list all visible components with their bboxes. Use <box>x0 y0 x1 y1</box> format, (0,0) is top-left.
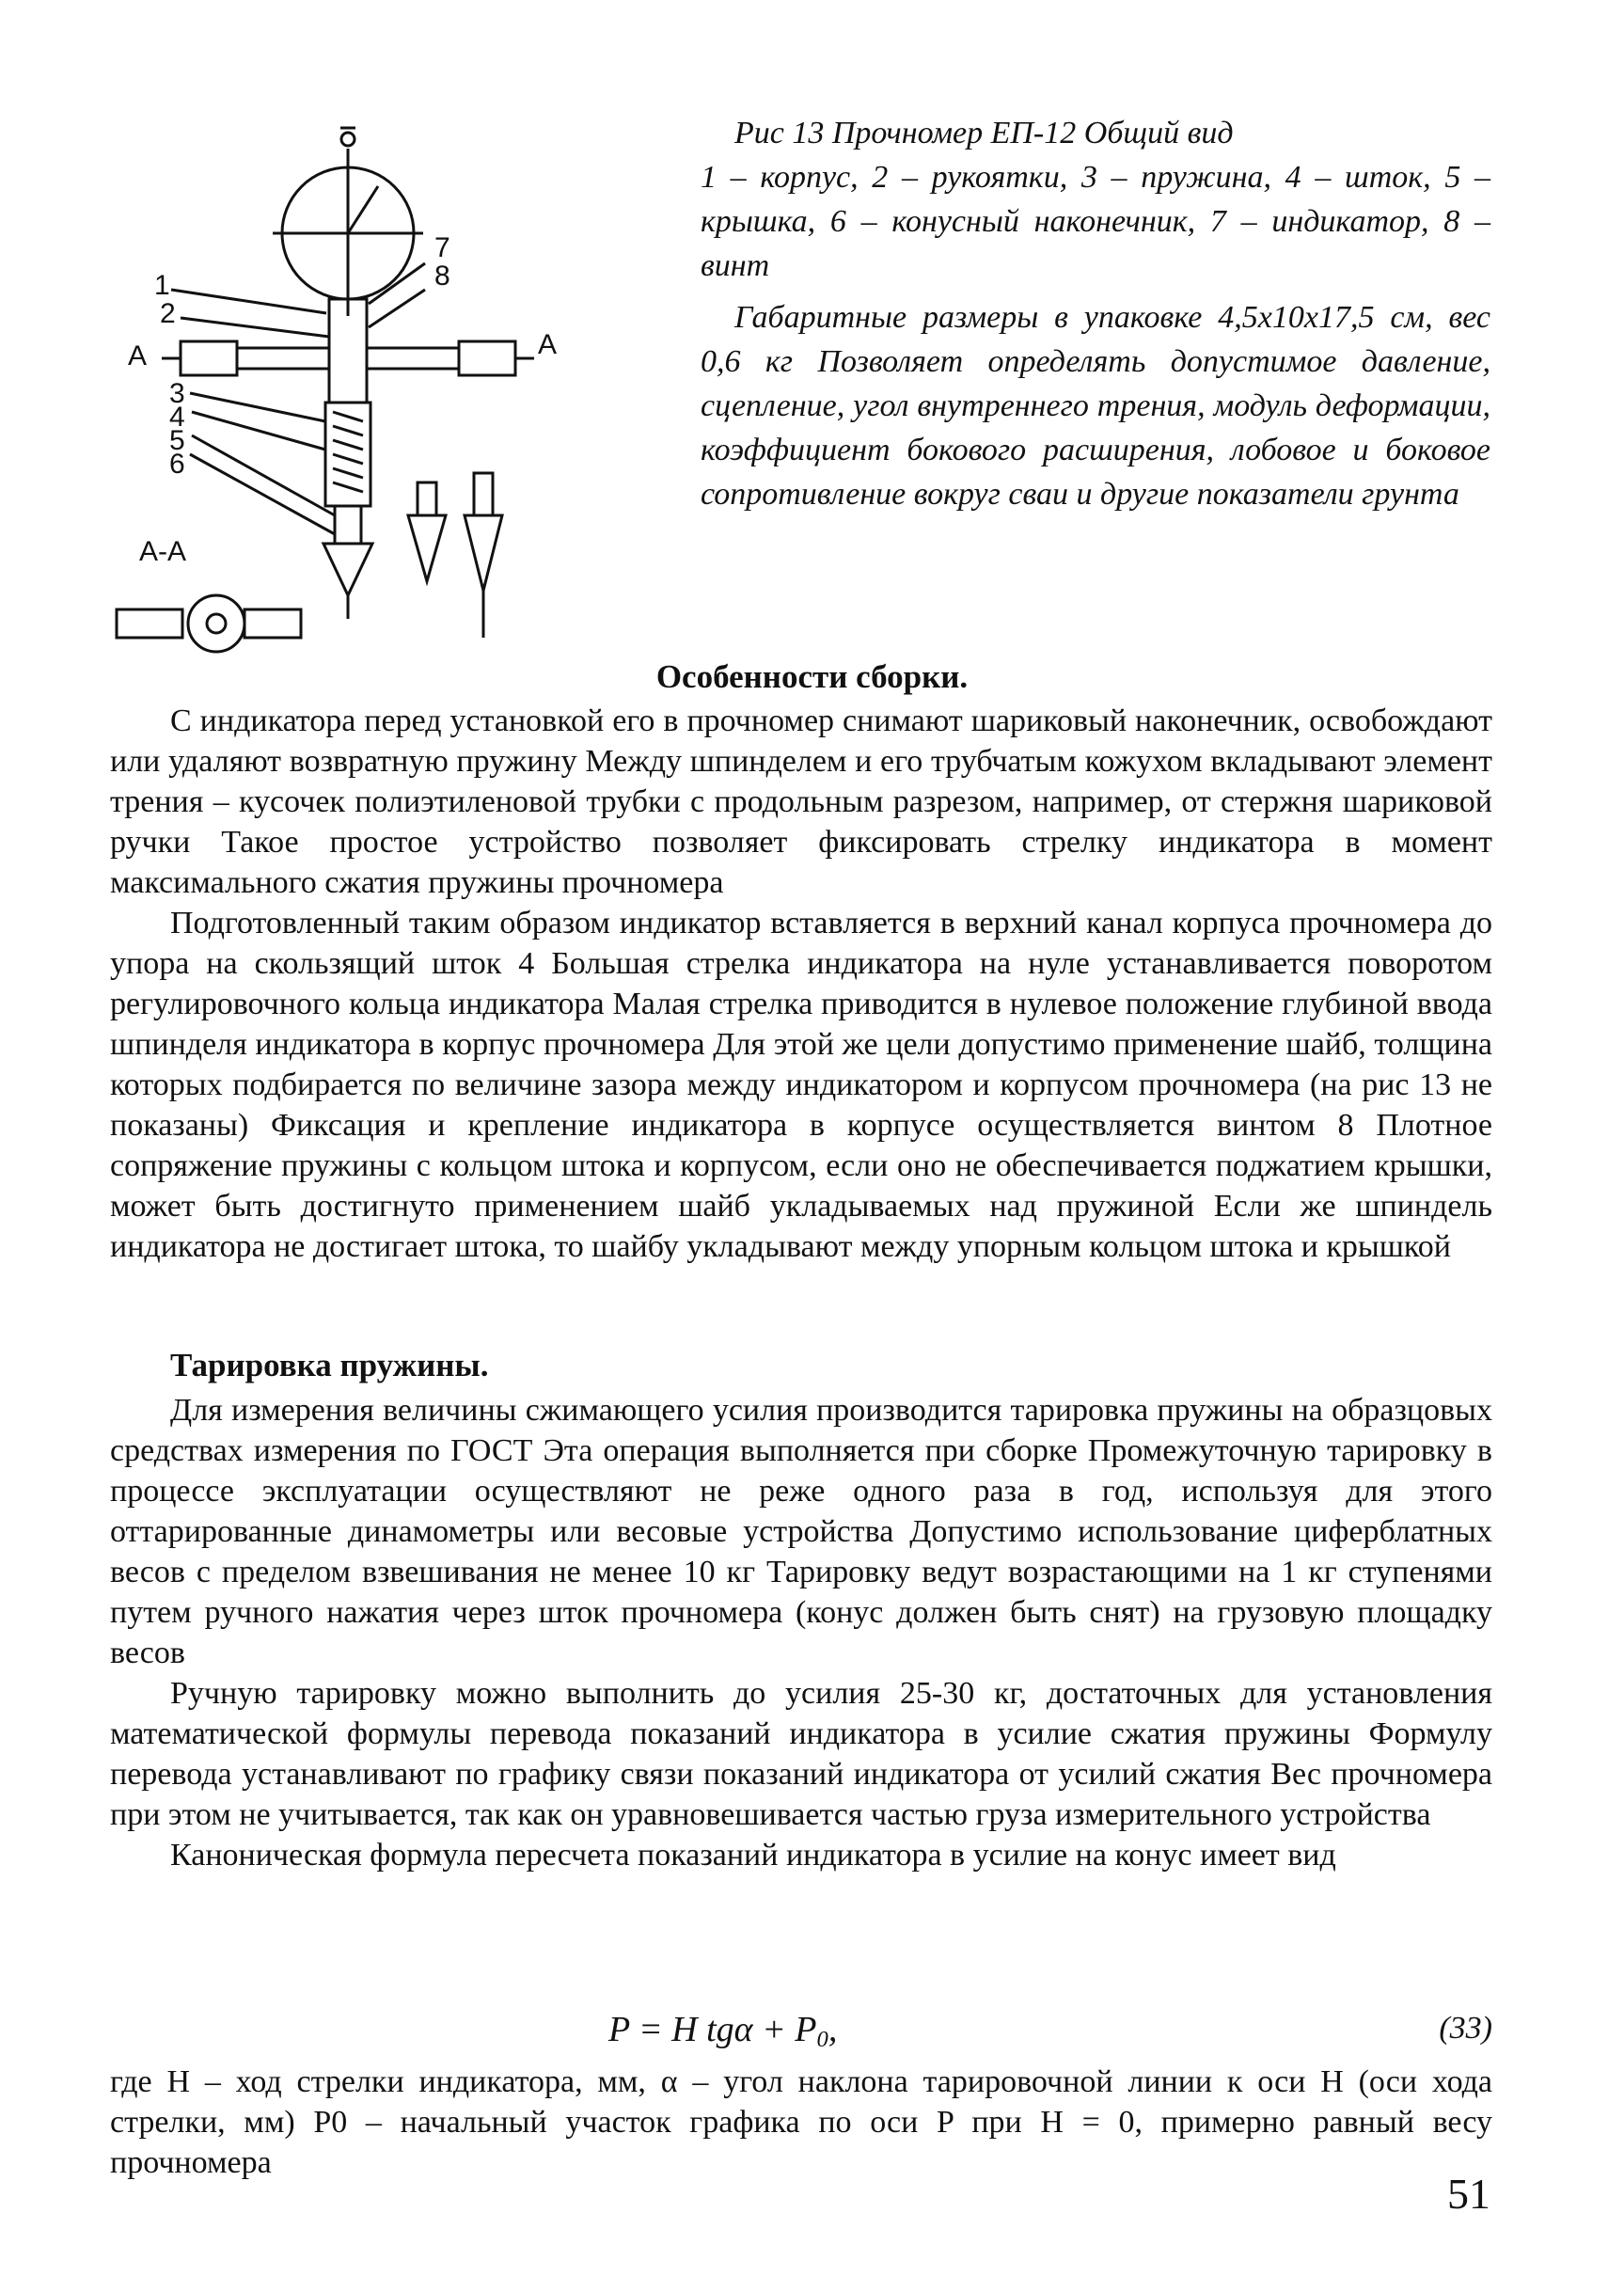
figure-caption-description: Габаритные размеры в упаковке 4,5х10х17,5 см, вес 0,6 кг Позволяет определять допустимое давление, сцепление, угол внутреннего трения, модуль деформации, коэффициент бокового расширения, лобовое и боковое сопротивление вокруг сваи и другие показатели грунта <box>701 300 1490 512</box>
formula-body: P = H tgα + P <box>608 2010 817 2049</box>
figure-label-section-a-left: A <box>128 340 148 371</box>
figure-label-1: 1 <box>154 270 170 301</box>
figure-caption-legend: 1 – корпус, 2 – рукоятки, 3 – пружина, 4 – шток, 5 – крышка, 6 – конусный наконечник, 7 – индикатор, 8 – винт <box>701 160 1490 283</box>
figure-label-section-a-right: A <box>538 329 558 360</box>
figure-label-4: 4 <box>169 402 185 433</box>
section-calibration-body <box>110 1390 1492 1875</box>
figure-label-3: 3 <box>169 378 185 409</box>
section-heading-assembly: Особенности сборки. <box>655 658 969 695</box>
formula <box>608 2009 837 2053</box>
figure-caption <box>701 111 1490 516</box>
page-number: 51 <box>1447 2170 1490 2218</box>
formula-trailing: , <box>828 2010 838 2049</box>
penetrometer-drawing <box>105 111 651 656</box>
paragraph: С индикатора перед установкой его в прочномер снимают шариковый наконечник, освобождают или удаляют возвратную пружину Между шпинделем и его трубчатым кожухом вкладывают элемент трения – кусочек полиэтиленовой трубки с продольным разрезом, например, от стержня шариковой ручки Такое простое устройство позволяет фиксировать стрелку индикатора в момент максимального сжатия пружины прочномера <box>110 703 1492 900</box>
figure-label-section-a-a: A-A <box>139 536 187 567</box>
paragraph: Каноническая формула пересчета показаний индикатора в усилие на конус имеет вид <box>170 1838 1336 1873</box>
paragraph: Для измерения величины сжимающего усилия производится тарировка пружины на образцовых средствах измерения по ГОСТ Эта операция выполняется при сборке Промежуточную тарировку в процессе эксплуатации осуществляют не реже одного раза в год, используя для этого оттарированные динамометры или весовые устройства Допустимо использование циферблатных весов с пределом взвешивания не менее 10 кг Тарировку ведут возрастающими на 1 кг ступенями путем ручного нажатия через шток прочномера (конус должен быть снят) на грузовую площадку весов <box>110 1393 1492 1670</box>
formula-explanation <box>110 2062 1492 2183</box>
figure-label-5: 5 <box>169 425 185 456</box>
device-figure <box>105 111 651 656</box>
formula-subscript: 0 <box>816 2027 828 2053</box>
paragraph: Ручную тарировку можно выполнить до усилия 25-30 кг, достаточных для установления математической формулы перевода показаний индикатора в усилие сжатия пружины Формулу перевода устанавливают по графику связи показаний индикатора от усилий сжатия Вес прочномера при этом не учитывается, так как он уравновешивается частью груза измерительного устройства <box>110 1676 1492 1832</box>
section-assembly-body <box>110 701 1492 1267</box>
formula-number: (33) <box>1439 2011 1492 2046</box>
paragraph: Подготовленный таким образом индикатор вставляется в верхний канал корпуса прочномера до упора на скользящий шток 4 Большая стрелка индикатора на нуле устанавливается поворотом регулировочного кольца индикатора Малая стрелка приводится в нулевое положение глубиной ввода шпинделя индикатора в корпус прочномера Для этой же цели допустимо применение шайб, толщина которых подбирается по величине зазора между индикатором и корпусом прочномера (на рис 13 не показаны) Фиксация и крепление индикатора в корпусе осуществляется винтом 8 Плотное сопряжение пружины с кольцом штока и корпусом, если оно не обеспечивается поджатием крышки, может быть достигнуто применением шайб укладываемых над пружиной Если же шпиндель индикатора не достигает штока, то шайбу укладывают между упорным кольцом штока и крышкой <box>110 906 1492 1264</box>
figure-caption-title: Рис 13 Прочномер ЕП-12 Общий вид <box>734 116 1234 150</box>
paragraph: где H – ход стрелки индикатора, мм, α – угол наклона тарировочной линии к оси H (оси хода стрелки, мм) P0 – начальный участок графика по оси P при H = 0, примерно равный весу прочномера <box>110 2064 1492 2180</box>
section-heading-calibration: Тарировка пружины. <box>170 1347 489 1383</box>
figure-label-2: 2 <box>160 298 176 329</box>
figure-label-6: 6 <box>169 449 185 480</box>
formula-row <box>110 2009 1492 2058</box>
figure-label-8: 8 <box>434 261 450 292</box>
figure-label-7: 7 <box>434 232 450 263</box>
